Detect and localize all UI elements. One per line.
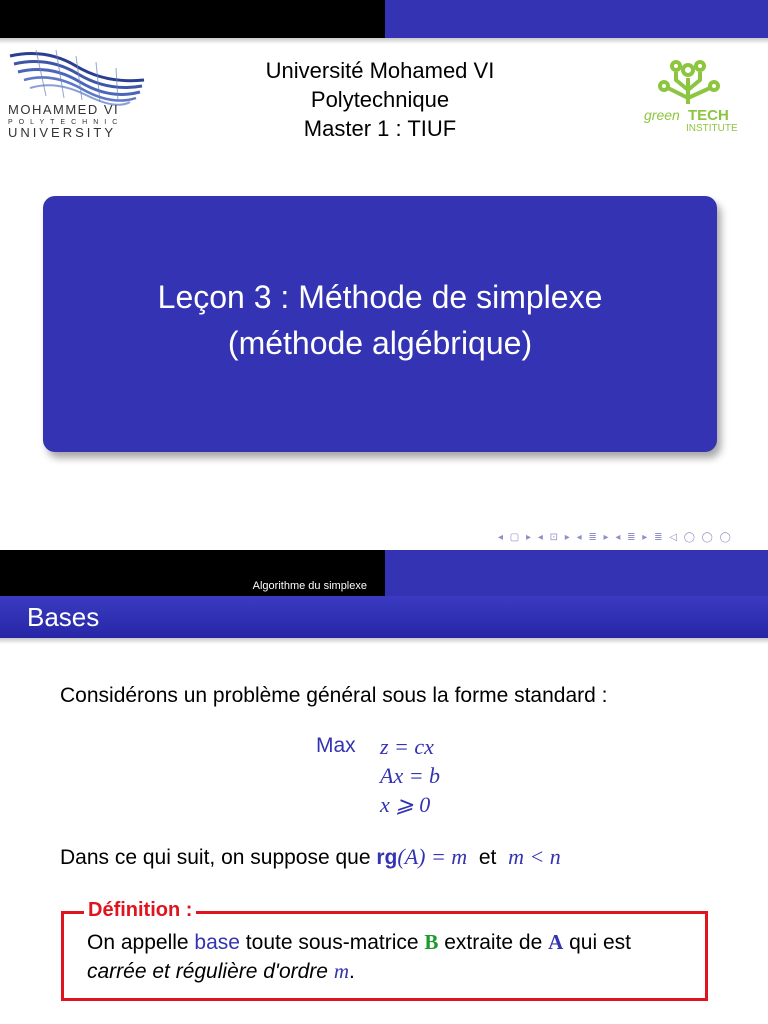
def-text-part: toute sous-matrice [239,931,425,954]
lesson-title-line1: Leçon 3 : Méthode de simplexe [157,279,603,315]
header-dark-segment [0,550,385,596]
def-text-part: On appelle [87,931,195,954]
circuit-tree-icon [660,62,718,104]
rank-expression: (A) = m [397,844,468,869]
green-tech-logo [640,56,750,136]
definition-text [87,928,697,986]
logo-text-tech: TECH [688,107,729,124]
def-matrix-B: B [424,930,439,954]
header-blue-segment [385,0,768,38]
university-header [180,56,580,143]
standard-form-problem [316,734,516,824]
rank-assumption [60,844,561,870]
assumption-prefix: Dans ce qui suit, on suppose que [60,846,377,869]
wave-mesh-icon [10,50,144,105]
def-text-part: qui est [563,931,632,954]
header-shadow [0,38,768,44]
frame-title: Bases [27,602,100,632]
objective-equation: z = cx [380,734,434,759]
intro-text: Considérons un problème général sous la forme standard : [60,684,608,707]
dimension-expression: m < n [508,844,561,869]
um6p-logo [6,46,148,140]
constraint-equation: Ax = b [380,763,441,788]
logo-text-institute: INSTITUTE [686,123,738,134]
lesson-title-line2: (méthode algébrique) [227,325,533,361]
def-order-m: m [333,959,349,983]
max-label: Max [316,734,356,757]
section-name[interactable]: Algorithme du simplexe [252,580,367,592]
def-matrix-A: A [548,930,564,954]
def-text-part: . [348,960,355,983]
logo-text-university: UNIVERSITY [8,125,117,140]
header-dark-segment [0,0,385,38]
frame-title-bar [0,596,768,638]
definition-title: Définition : [84,899,196,922]
logo-text-mohammed: MOHAMMED VI [8,102,120,117]
header-bar [0,0,768,38]
header-blue-segment [385,550,768,596]
beamer-navigation[interactable]: ◂ ▢ ▸ ◂ ⊡ ▸ ◂ ≣ ▸ ◂ ≣ ▸ ≣ ◁ ◯ ◯ ◯ [498,532,733,543]
def-term-base: base [194,931,240,954]
def-text-part: carrée et régulière d'ordre [87,960,334,983]
logo-text-green: green [644,107,680,123]
university-name: Université Mohamed VI [265,58,495,83]
university-sub: Polytechnique [310,87,450,112]
assumption-joiner: et [467,846,509,869]
rank-operator: rg [376,846,398,869]
bases-slide [0,550,768,1024]
frame-title-shadow [0,638,768,644]
lesson-title-box [43,196,717,452]
nonnegativity-constraint: x ⩾ 0 [380,792,431,817]
logo-text-polytechnic: POLYTECHNIC [8,119,124,126]
header-bar [0,550,768,596]
program-name: Master 1 : TIUF [303,116,457,141]
def-text-part: extraite de [438,931,549,954]
lesson-title [43,274,717,366]
